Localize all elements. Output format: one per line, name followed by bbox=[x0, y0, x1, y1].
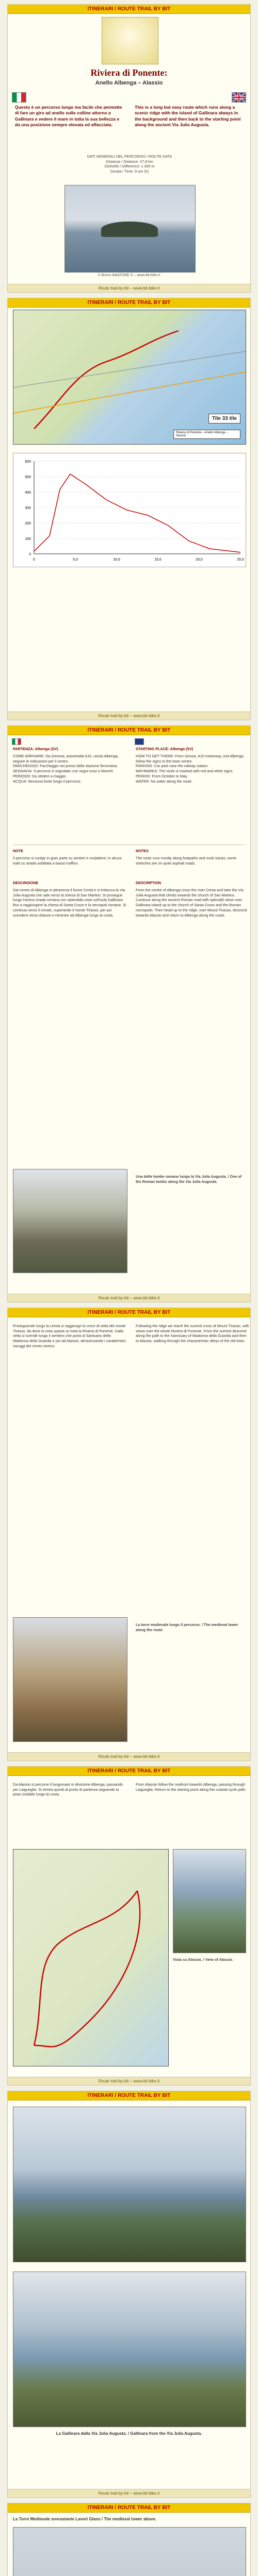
map-route-svg bbox=[13, 310, 246, 444]
gallinara-panorama-photo bbox=[13, 2107, 246, 2262]
medieval-tower-photo bbox=[13, 1617, 127, 1742]
overview-map bbox=[13, 310, 246, 445]
cover-page bbox=[7, 4, 251, 293]
detail-map-route-svg bbox=[13, 1850, 168, 2066]
profile-y-tick: 300 bbox=[25, 506, 31, 510]
info-page bbox=[7, 725, 251, 1302]
cover-photo-gallinara-island bbox=[64, 185, 196, 273]
description-page-3 bbox=[7, 1766, 251, 2086]
cover-title: Riviera di Ponente: bbox=[90, 67, 168, 78]
note-head-english: NOTES bbox=[136, 849, 149, 853]
map-banner: ITINERARI / ROUTE TRAIL BY BIT bbox=[8, 298, 250, 308]
start-head-english: STARTING PLACE: Albenga (SV) bbox=[136, 747, 194, 751]
map-footer: Route trail-by-bit – www.bit-bike.it bbox=[8, 711, 250, 720]
profile-y-tick: 200 bbox=[25, 522, 31, 526]
practical-info-italian: COME ARRIVARE: Da Genova, autostrada A10, uscita Albenga, seguire le indicazioni per il centro. PARCHEGGIO: Parcheggio nei pressi della stazione ferroviaria. SEGNAVIA: Il percorso è segnalato con segni rossi e bianchi. PERIODO: Da ottobre a maggio. ACQUA: Nessuna fonte lungo il percorso. bbox=[13, 754, 119, 784]
profile-x-tick: 5,0 bbox=[73, 558, 78, 562]
description-english: From the centre of Albenga cross the river Centa and take the Via Julia Augusta that climbs towards the church of San Martino. Continue along the ancient Roman road with splendid views over Gallinara island up to the church of Santa Croce and the Roman necropolis. Then head up to the ridge, over Mount Tirasso, descend towards Alassio and return to Albenga along the coast. bbox=[136, 888, 247, 918]
page4-footer: Route trail-by-bit – www.bit-bike.it bbox=[8, 1752, 250, 1760]
description-page-2 bbox=[7, 1308, 251, 1761]
profile-x-tick: 15,0 bbox=[154, 558, 162, 562]
page4-banner: ITINERARI / ROUTE TRAIL BY BIT bbox=[8, 1308, 250, 1317]
cover-footer: Route trail-by-bit – www.bit-bike.it bbox=[8, 284, 250, 292]
photo-page-2 bbox=[7, 2503, 251, 2576]
start-head-italian: PARTENZA: Albenga (SV) bbox=[13, 747, 58, 751]
map-legend: Riviera di Ponente – Anello Albenga – Alassio bbox=[173, 430, 240, 439]
roman-tomb-photo bbox=[13, 1169, 127, 1273]
profile-x-tick: 10,0 bbox=[113, 558, 120, 562]
cover-intro-italian: Questo è un percorso lungo ma facile che permette di fare un giro ad anello sulle colline attorno a Gallinara e vedere il mare in tutta la sua bellezza e da una posizione sempre elevata ed affacciata. bbox=[15, 105, 122, 128]
profile-x-tick: 0 bbox=[33, 558, 35, 562]
description-head-italian: DESCRIZIONE bbox=[13, 880, 39, 885]
cover-logo bbox=[102, 17, 158, 64]
map-title: Tile 33 tile bbox=[208, 414, 240, 423]
profile-x-tick: 25,0 bbox=[237, 558, 244, 562]
page7-banner: ITINERARI / ROUTE TRAIL BY BIT bbox=[8, 2503, 250, 2513]
italian-flag-icon bbox=[12, 92, 26, 103]
page4-text-italian: Proseguendo lungo la cresta si raggiunge la croce di vetta del monte Tirasso, da dove la vista spazia su tutta la Riviera di Ponente. Dalla vetta si scende lungo il sentiero che porta al Santuario della Madonna della Guardia e poi ad Alassio, attraversando i caratteristici caruggi del centro storico. bbox=[13, 1324, 126, 1348]
alassio-view-caption: Vista su Alassio. / View of Alassio. bbox=[173, 1957, 234, 1962]
page5-text-italian: Da Alassio si percorre il lungomare in direzione Albenga, passando per Laigueglia. Si rientra quindi al punto di partenza seguendo la pista ciclabile lungo la costa. bbox=[13, 1782, 123, 1797]
note-english: The route runs mostly along footpaths and mule tracks; some stretches are on quiet asphalt roads. bbox=[136, 856, 236, 866]
page6-footer: Route trail-by-bit – www.bit-bike.it bbox=[8, 2489, 250, 2497]
divider bbox=[13, 844, 245, 845]
page7-caption: La Torre Medievale sovrastante Lavori Glans / The medieval tower above. bbox=[13, 2517, 157, 2521]
profile-x-tick: 20,0 bbox=[196, 558, 203, 562]
route-data: DATI GENERALI DEL PERCORSO / ROUTE DATA Distanza / Distance: 27,8 km Dislivello / Difference: 1.300 m Durata / Time: 9 ore (h) bbox=[87, 154, 172, 174]
page5-footer: Route trail-by-bit – www.bit-bike.it bbox=[8, 2077, 250, 2085]
page6-banner: ITINERARI / ROUTE TRAIL BY BIT bbox=[8, 2091, 250, 2100]
cover-intro-english: This is a long but easy route which runs along a scenic ridge with the island of Gallinara always in the background and then back to the starting point along the ancient Via Julia Augusta. bbox=[135, 105, 241, 128]
elevation-profile bbox=[13, 453, 246, 567]
profile-svg bbox=[13, 453, 246, 567]
description-head-english: DESCRIPTION bbox=[136, 880, 162, 885]
map-page bbox=[7, 298, 251, 720]
profile-y-tick: 400 bbox=[25, 491, 31, 495]
roman-tomb-caption: Una delle tombe romane lungo la Via Julia Augusta. / One of the Roman tombs along the Via Julia Augusta. bbox=[136, 1174, 242, 1184]
uk-flag-icon bbox=[135, 738, 144, 745]
uk-flag-icon bbox=[232, 92, 246, 103]
cover-subtitle: Anello Albenga – Alassio bbox=[95, 80, 163, 86]
page6-caption: La Gallinara dalla Via Julia Augusta. / Gallinara from the Via Julia Augusta. bbox=[56, 2431, 202, 2436]
alassio-view-photo bbox=[173, 1849, 246, 1953]
page4-text-english: Following the ridge we reach the summit cross of Mount Tirasso, with views over the whole Riviera di Ponente. From the summit descend along the path to the Sanctuary of Madonna della Guardia and then to Alassio, walking through the characteristic alleys of the old town. bbox=[136, 1324, 249, 1344]
practical-info-english: HOW TO GET THERE: From Genoa, A10 motorway, exit Albenga, follow the signs to the town centre. PARKING: Car park near the railway station. WAYMARKS: The route is marked with red and white signs. PERIOD: From October to May. WATER: No water along the route. bbox=[136, 754, 245, 784]
profile-y-tick: 600 bbox=[25, 460, 31, 464]
page5-banner: ITINERARI / ROUTE TRAIL BY BIT bbox=[8, 1767, 250, 1776]
description-italian: Dal centro di Albenga si attraversa il fiume Centa e si imbocca la Via Julia Augusta che sale verso la chiesa di San Martino. Si prosegue lungo l'antica strada romana con splendida vista sull'isola Gallinara fino a raggiungere la chiesa di Santa Croce e la necropoli romana. Si continua verso il crinale, superando il monte Tirasso, per poi scendere verso Alassio e rientrare ad Albenga lungo la costa. bbox=[13, 888, 126, 918]
medieval-tower-large-photo bbox=[13, 2527, 246, 2576]
coastline-photo bbox=[13, 2272, 246, 2427]
detail-map bbox=[13, 1849, 169, 2066]
profile-y-tick: 100 bbox=[25, 537, 31, 541]
info-banner: ITINERARI / ROUTE TRAIL BY BIT bbox=[8, 726, 250, 735]
island-silhouette bbox=[101, 222, 158, 237]
profile-y-tick: 0 bbox=[29, 553, 31, 556]
cover-banner: ITINERARI / ROUTE TRAIL BY BIT bbox=[8, 5, 250, 14]
note-italian: Il percorso si svolge in gran parte su sentieri e mulattiere; in alcuni tratti su strada asfaltata a basso traffico. bbox=[13, 856, 122, 866]
cover-photo-caption: © Bruno AMATORE © – www.bit-bike.it bbox=[98, 274, 160, 277]
profile-y-tick: 500 bbox=[25, 476, 31, 479]
note-head-italian: NOTE bbox=[13, 849, 23, 853]
page5-text-english: From Alassio follow the seafront towards Albenga, passing through Laigueglia. Return to the starting point along the coastal cycle path. bbox=[136, 1782, 247, 1792]
info-footer: Route trail-by-bit – www.bit-bike.it bbox=[8, 1294, 250, 1302]
italian-flag-icon bbox=[12, 738, 21, 745]
medieval-tower-caption: La torre medievale lungo il percorso. / The medieval tower along the route. bbox=[136, 1622, 238, 1632]
photo-page-1 bbox=[7, 2091, 251, 2498]
